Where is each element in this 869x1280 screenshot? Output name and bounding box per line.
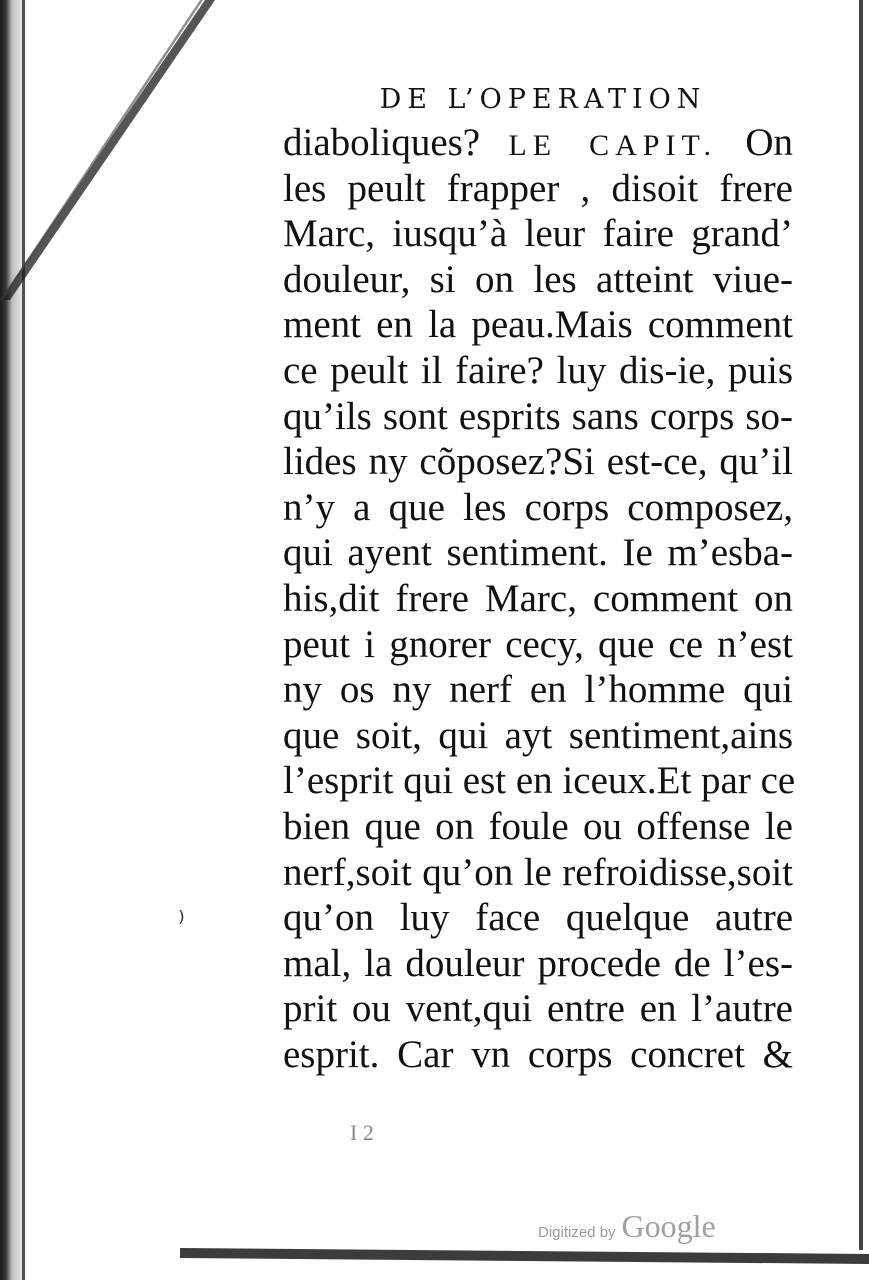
signature-mark: I 2 [350, 1120, 374, 1145]
text-line: qu’on luy face quelque autre [283, 896, 793, 940]
text-line: que soit, qui ayt sentiment,ains [283, 713, 793, 757]
text-line: prit ou vent,qui entre en l’autre [283, 987, 793, 1031]
text-line: peut i gnorer cecy, que ce n’est [283, 622, 793, 666]
line-1-start: diaboliques? [283, 121, 481, 164]
text-line: n’y a que les corps composez, [283, 485, 793, 529]
running-head: DE L’OPERATION [379, 84, 707, 115]
line-1-end: On [745, 121, 793, 164]
text-line: nerf,soit qu’on le refroidisse,soit [283, 850, 793, 894]
watermark-prefix: Digitized by [538, 1224, 616, 1241]
text-line: qui ayent sentiment. Ie m’esba- [283, 531, 793, 575]
text-line: ny os ny nerf en l’homme qui [283, 668, 793, 712]
text-line: ce peult il faire? luy dis-ie, puis [283, 348, 793, 392]
text-block [283, 80, 803, 1077]
scan-artifact-diagonal [0, 0, 300, 300]
text-line: qu’ils sont esprits sans corps so- [283, 394, 793, 438]
text-line: esprit. Car vn corps concret & [283, 1032, 793, 1076]
text-line: Marc, iusqu’à leur faire grand’ [283, 212, 793, 256]
google-logo: Google [621, 1208, 716, 1244]
page-edge-line [859, 0, 863, 1250]
text-line: lides ny cõposez?Si est-ce, qu’il [283, 440, 793, 484]
text-line: douleur, si on les atteint viue- [283, 257, 793, 301]
text-line: bien que on foule ou offense le [283, 804, 793, 848]
text-line: his,dit frere Marc, comment on [283, 576, 793, 620]
text-line: mal, la douleur procede de l’es- [283, 941, 793, 985]
digitization-watermark [538, 1208, 716, 1245]
text-line: ment en la peau.Mais comment [283, 303, 793, 347]
speaker-label: LE CAPIT. [508, 129, 718, 162]
text-line: l’esprit qui est en iceux.Et par ce [283, 759, 796, 803]
text-line-1 [283, 120, 793, 166]
margin-mark: ⁾ [178, 907, 185, 938]
text-line: les peult frapper , disoit frere [283, 166, 793, 210]
scan-artifact-bottom [180, 1240, 869, 1270]
